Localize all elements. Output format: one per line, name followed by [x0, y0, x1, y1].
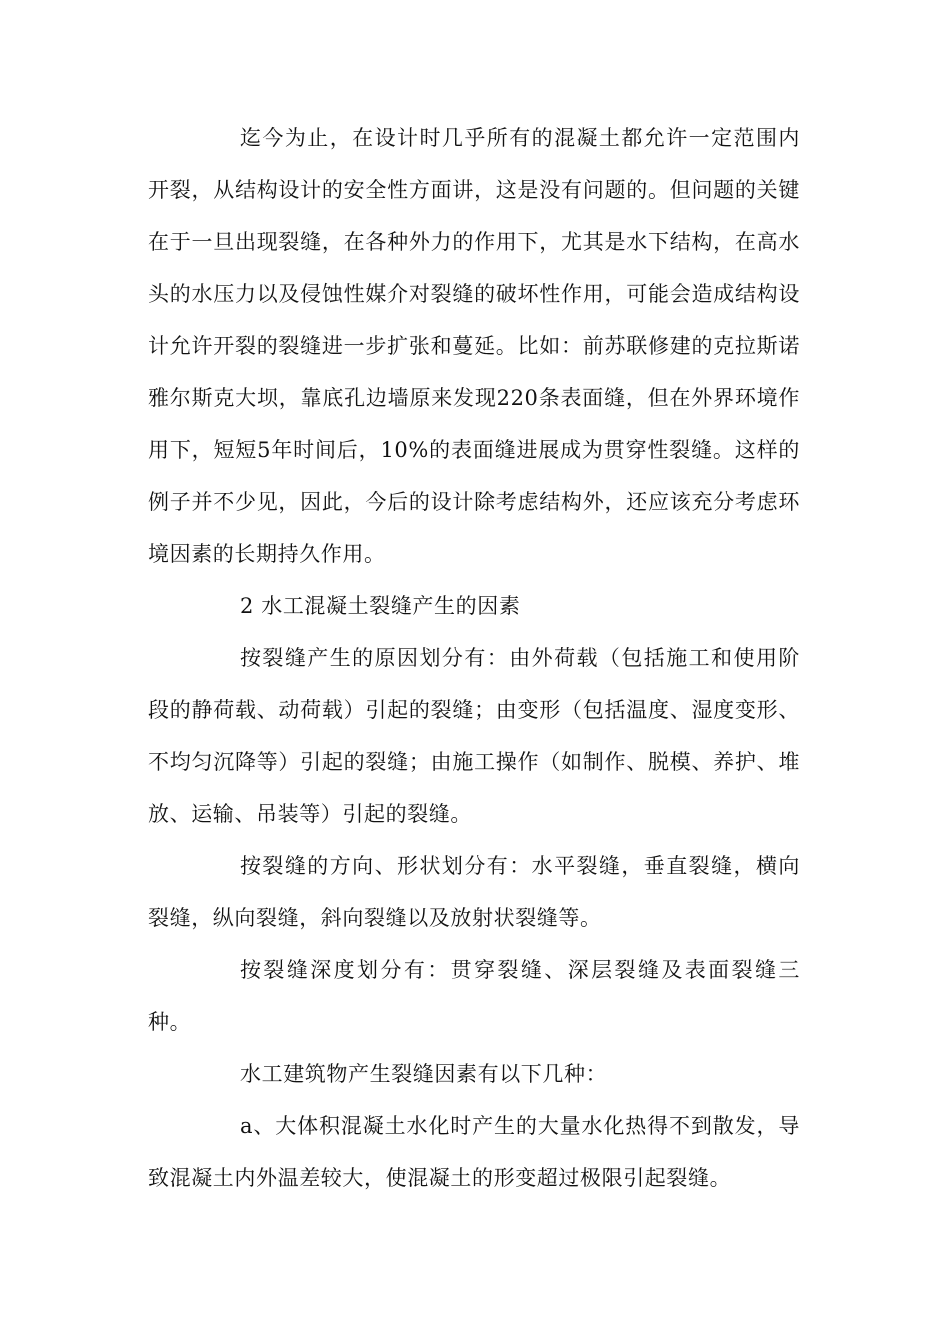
paragraph-direction-classification: 按裂缝的方向、形状划分有：水平裂缝，垂直裂缝，横向裂缝，纵向裂缝，斜向裂缝以及放射状裂缝等。 — [148, 854, 800, 930]
paragraph-factors-intro: 水工建筑物产生裂缝因素有以下几种： — [240, 1062, 608, 1086]
section-heading: 2 水工混凝土裂缝产生的因素 — [240, 594, 521, 618]
paragraph-cause-classification: 按裂缝产生的原因划分有：由外荷载（包括施工和使用阶段的静荷载、动荷载）引起的裂缝；由变形（包括温度、湿度变形、不均匀沉降等）引起的裂缝；由施工操作（如制作、脱模、养护、堆放、运输、吊装等）引起的裂缝。 — [148, 646, 800, 826]
paragraph-factor-a: a、大体积混凝土水化时产生的大量水化热得不到散发，导致混凝土内外温差较大，使混凝土的形变超过极限引起裂缝。 — [148, 1114, 800, 1190]
document-body — [148, 112, 800, 1204]
paragraph-depth-classification: 按裂缝深度划分有：贯穿裂缝、深层裂缝及表面裂缝三种。 — [148, 958, 800, 1034]
paragraph-intro: 迄今为止，在设计时几乎所有的混凝土都允许一定范围内开裂，从结构设计的安全性方面讲，这是没有问题的。但问题的关键在于一旦出现裂缝，在各种外力的作用下，尤其是水下结构，在高水头的水压力以及侵蚀性媒介对裂缝的破坏性作用，可能会造成结构设计允许开裂的裂缝进一步扩张和蔓延。比如：前苏联修建的克拉斯诺雅尔斯克大坝，靠底孔边墙原来发现220条表面缝，但在外界环境作用下，短短5年时间后，10%的表面缝进展成为贯穿性裂缝。这样的例子并不少见，因此，今后的设计除考虑结构外，还应该充分考虑环境因素的长期持久作用。 — [148, 126, 800, 566]
